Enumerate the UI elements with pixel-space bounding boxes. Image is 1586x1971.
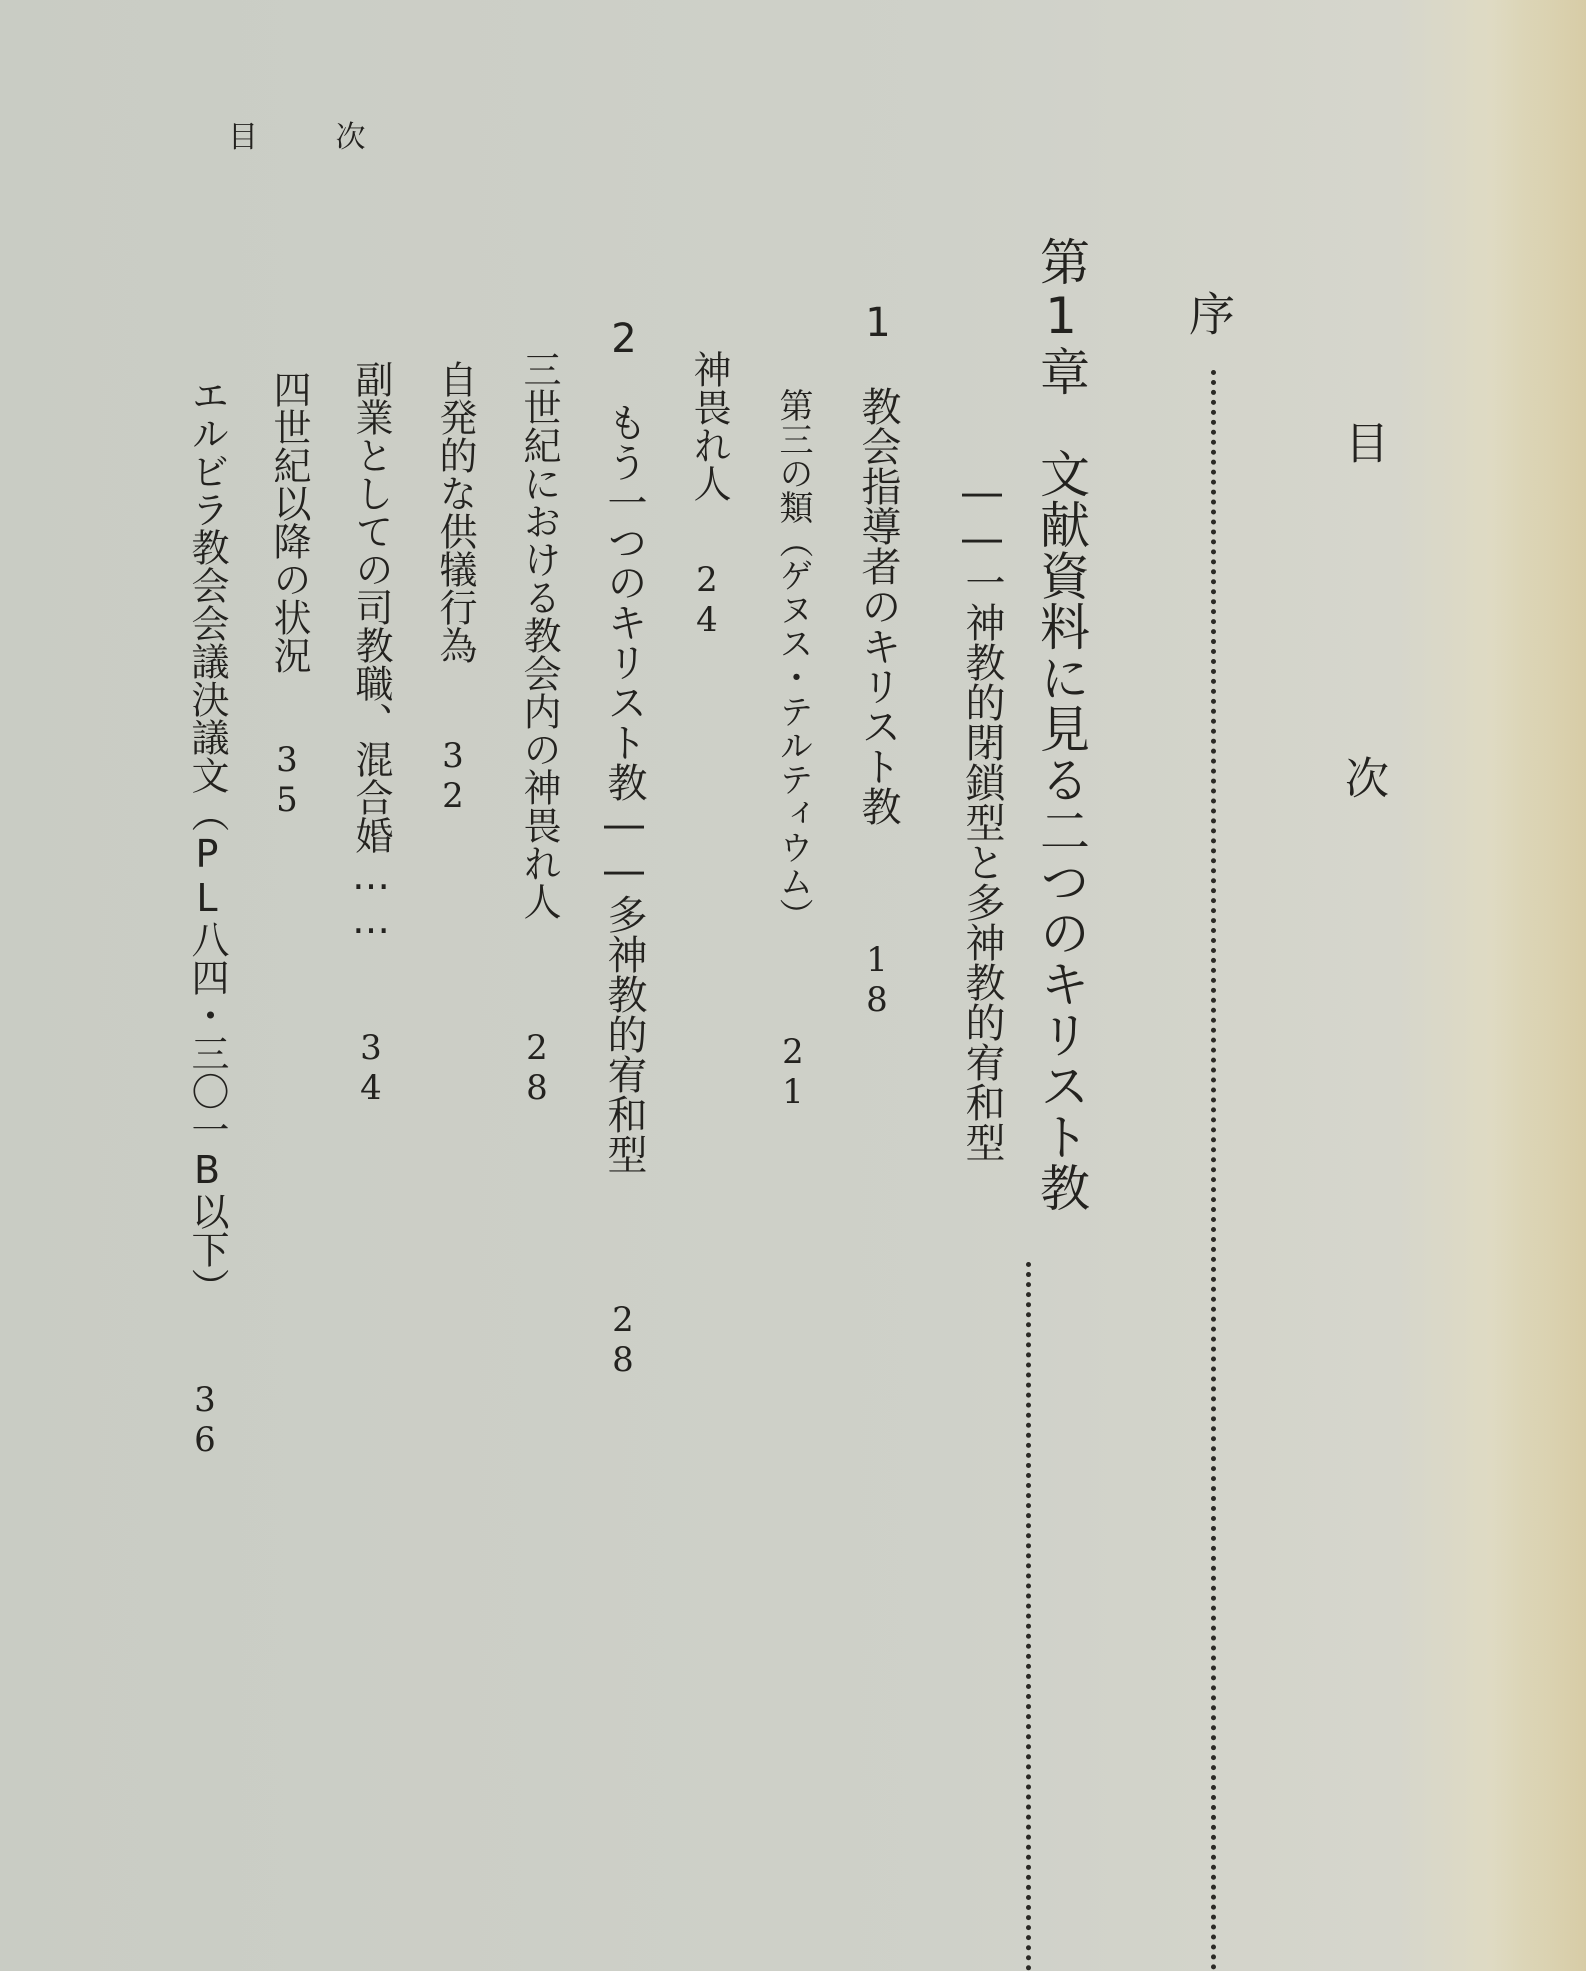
page-number-voluntary-sacrifice: 32 xyxy=(433,736,473,816)
toc-entry-elvira-council: エルビラ教会会議決議文（PL八四・三〇一B以下） xyxy=(185,376,229,1306)
toc-entry-third-kind: 第三の類（ゲヌス・テルティウム） xyxy=(773,388,813,932)
toc-entry-voluntary-sacrifice: 自発的な供犠行為 xyxy=(433,360,477,664)
page-gutter-shade xyxy=(1490,0,1586,1971)
running-head: 目 次 xyxy=(228,120,400,155)
page-number-after-fourth-century: 35 xyxy=(267,740,307,820)
page-number-third-kind: 21 xyxy=(773,1032,813,1112)
chapter1-subtitle: ――一神教的閉鎖型と多神教的宥和型 xyxy=(959,470,1005,1162)
chapter1-leader-dots xyxy=(1026,1262,1031,1971)
chapter1-title: 第1章 文献資料に見る二つのキリスト教 xyxy=(1032,236,1090,1213)
toc-title: 目 次 xyxy=(1337,420,1388,919)
preface-label: 序 xyxy=(1182,290,1236,336)
show-through-text xyxy=(1400,90,1457,132)
toc-entry-god-fearers: 神畏れ人 xyxy=(687,350,731,502)
toc-entry-third-century: 三世紀における教会内の神畏れ人 xyxy=(517,350,561,920)
page-number-section-1: 18 xyxy=(857,940,897,1020)
page-number-bishop-side-job: 34 xyxy=(351,1028,391,1108)
page-number-god-fearers: 24 xyxy=(687,560,727,640)
toc-entry-bishop-side-job: 副業としての司教職、混合婚…… xyxy=(349,360,393,942)
page-number-section-2: 28 xyxy=(603,1300,643,1380)
page-number-elvira-council: 36 xyxy=(185,1380,225,1460)
toc-entry-section-2: 2 もう一つのキリスト教――多神教的宥和型 xyxy=(601,316,647,1174)
page-number-third-century: 28 xyxy=(517,1028,557,1108)
toc-entry-after-fourth-century: 四世紀以降の状況 xyxy=(267,370,311,674)
preface-leader-dots xyxy=(1211,370,1216,1971)
toc-entry-section-1: 1 教会指導者のキリスト教 xyxy=(855,300,901,826)
